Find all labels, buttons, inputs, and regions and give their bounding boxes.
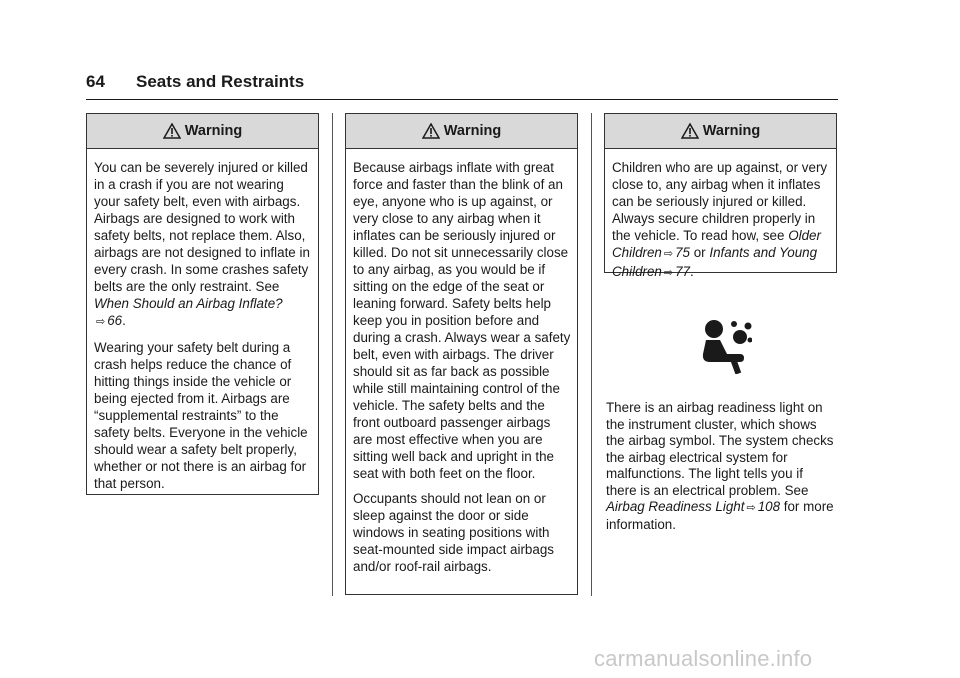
warning-box-seatbelt [86, 113, 319, 495]
xref-page[interactable]: 108 [757, 499, 781, 514]
page-number: 64 [86, 72, 105, 91]
page-arrow-icon: ⇨ [746, 502, 756, 514]
warning-title: Warning [443, 123, 502, 139]
section-title: Seats and Restraints [136, 72, 305, 91]
warning-paragraph: Wearing your safety belt during a crash helps reduce the chance of hitting things inside the vehicle or being ejected from it. Airbags are “supplemental restraints” to the safety belts. Everyone in the vehicle should wear a safety belt properly, whether or not there is an airbag for that person. [94, 340, 308, 491]
xref-page[interactable]: 77 [675, 264, 690, 279]
warning-title: Warning [184, 123, 243, 139]
warning-paragraph: Because airbags inflate with great force and faster than the blink of an eye, anyone who is up against, or very close to any airbag when it inflates can be seriously injured or killed. Do not sit unnecessarily close to any airbag, as you would be if sitting on the edge of the seat or leaning forward. Safety belts help keep you in position before and during a crash. Always wear a safety belt, even with airbags. The driver should sit as far back as possible while still maintaining control of the vehicle. The safety belts and the front outboard passenger airbags are most effective when you are sitting well back and upright in the seat with both feet on the floor. [353, 160, 571, 481]
warning-header [346, 114, 577, 149]
text-run: for more information. [606, 499, 834, 532]
text-run: . [122, 313, 126, 328]
xref-link[interactable]: Older Children [612, 228, 821, 260]
column-divider-1 [332, 113, 333, 596]
warning-paragraph: Occupants should not lean on or sleep against the door or side windows in seating positions with seat-mounted side impact airbags and/or roof-rail airbags. [353, 491, 554, 574]
xref-link[interactable]: When Should an Airbag Inflate? [94, 296, 283, 311]
page-arrow-icon: ⇨ [96, 316, 106, 328]
warning-triangle-icon [681, 123, 699, 139]
warning-triangle-icon [163, 123, 181, 139]
warning-header [87, 114, 318, 149]
xref-page[interactable]: 75 [675, 245, 690, 260]
warning-header [605, 114, 836, 149]
column-divider-2 [591, 113, 592, 596]
text-run: Children who are up against, or very close to, any airbag when it inflates can be seriously injured or killed. Always secure children properly in the vehicle. To read how, see [612, 160, 828, 243]
warning-paragraph [94, 159, 312, 331]
text-run: You can be severely injured or killed in a crash if you are not wearing your safety belt, even with airbags. Airbags are designed to work with safety belts, not replace them. Also, airbags are not designed to inflate in every crash. In some crashes safety belts are the only restraint. See [94, 160, 310, 294]
page-arrow-icon: ⇨ [663, 248, 674, 260]
warning-body [605, 149, 836, 282]
xref-page[interactable]: 66 [107, 313, 123, 328]
airbag-readiness-icon [700, 318, 752, 374]
text-run: or [690, 245, 710, 260]
warning-box-children [604, 113, 837, 279]
xref-link[interactable]: Infants and Young Children [612, 245, 818, 279]
warning-paragraph [612, 159, 830, 282]
page-header [86, 70, 838, 100]
page-arrow-icon: ⇨ [663, 267, 674, 279]
warning-title: Warning [702, 123, 761, 139]
text-run: . [690, 264, 694, 279]
warning-box-airbag-force [345, 113, 578, 595]
warning-body [87, 149, 318, 492]
warning-body [346, 149, 577, 575]
text-run: There is an airbag readiness light on the instrument cluster, which shows the airbag symbol. The system checks the airbag electrical system for malfunctions. The light tells you if there is an electrical problem. See [606, 400, 834, 498]
xref-link[interactable]: Airbag Readiness Light [606, 499, 745, 514]
watermark: carmanualsonline.info [594, 646, 813, 671]
readiness-light-text [606, 400, 836, 533]
warning-triangle-icon [422, 123, 440, 139]
